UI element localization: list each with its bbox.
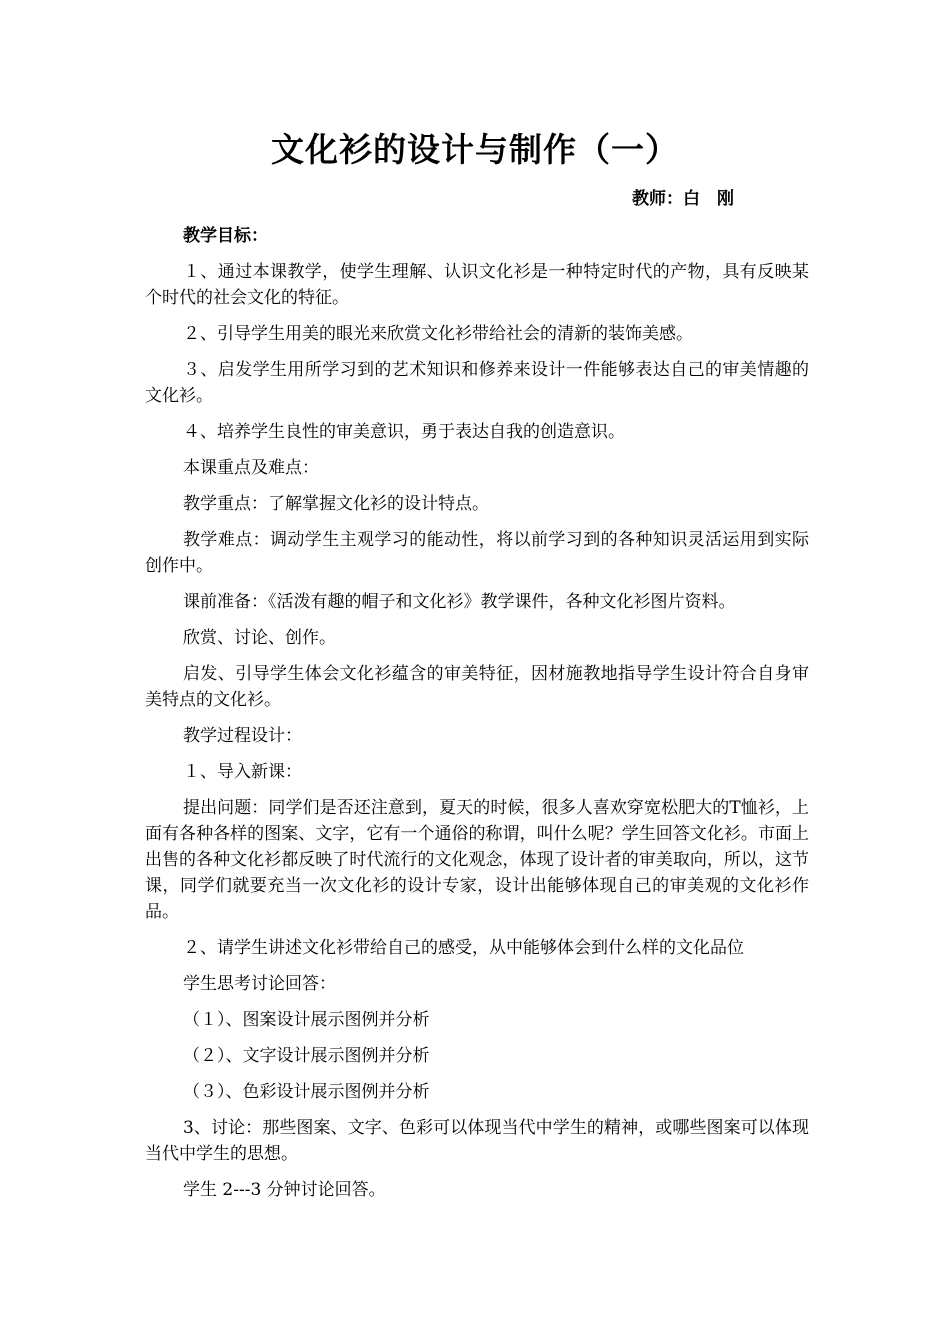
paragraph: 教学重点：了解掌握文化衫的设计特点。 bbox=[183, 494, 489, 514]
paragraph: 学生 2---3 分钟讨论回答。 bbox=[183, 1180, 386, 1200]
paragraph: 本课重点及难点： bbox=[183, 458, 319, 478]
teacher-name: 教师：白 刚 bbox=[632, 189, 734, 209]
document-body bbox=[145, 223, 809, 1213]
paragraph: 提出问题：同学们是否还注意到，夏天的时候，很多人喜欢穿宽松肥大的T恤衫，上面有各种各样的图案、文字，它有一个通俗的称谓，叫什么呢？学生回答文化衫。市面上出售的各种文化衫都反映了时代流行的文化观念，体现了设计者的审美取向，所以，这节课，同学们就要充当一次文化衫的设计专家，设计出能够体现自己的审美观的文化衫作品。 bbox=[145, 798, 809, 922]
paragraph: 课前准备：《活泼有趣的帽子和文化衫》教学课件，各种文化衫图片资料。 bbox=[183, 592, 736, 612]
paragraph: 欣赏、讨论、创作。 bbox=[183, 628, 336, 648]
paragraph: 3、讨论：那些图案、文字、色彩可以体现当代中学生的精神，或哪些图案可以体现当代中学生的思想。 bbox=[145, 1118, 809, 1164]
paragraph: （１）、图案设计展示图例并分析 bbox=[183, 1010, 430, 1030]
paragraph: １、通过本课教学，使学生理解、认识文化衫是一种特定时代的产物，具有反映某个时代的社会文化的特征。 bbox=[145, 262, 809, 308]
paragraph: ４、培养学生良性的审美意识，勇于表达自我的创造意识。 bbox=[183, 422, 625, 442]
paragraph: ３、启发学生用所学习到的艺术知识和修养来设计一件能够表达自己的审美情趣的文化衫。 bbox=[145, 360, 809, 406]
paragraph: 教学过程设计： bbox=[183, 726, 302, 746]
paragraph: ２、请学生讲述文化衫带给自己的感受，从中能够体会到什么样的文化品位 bbox=[183, 938, 744, 958]
paragraph: 教学难点：调动学生主观学习的能动性，将以前学习到的各种知识灵活运用到实际创作中。 bbox=[145, 530, 809, 576]
section-heading-objectives: 教学目标： bbox=[183, 226, 268, 246]
paragraph: （２）、文字设计展示图例并分析 bbox=[183, 1046, 430, 1066]
paragraph: ２、引导学生用美的眼光来欣赏文化衫带给社会的清新的装饰美感。 bbox=[183, 324, 693, 344]
paragraph: （３）、色彩设计展示图例并分析 bbox=[183, 1082, 430, 1102]
paragraph: 学生思考讨论回答： bbox=[183, 974, 336, 994]
document-title: 文化衫的设计与制作（一） bbox=[271, 130, 679, 169]
paragraph: 启发、引导学生体会文化衫蕴含的审美特征，因材施教地指导学生设计符合自身审美特点的文化衫。 bbox=[145, 664, 809, 710]
paragraph: １、导入新课： bbox=[183, 762, 302, 782]
